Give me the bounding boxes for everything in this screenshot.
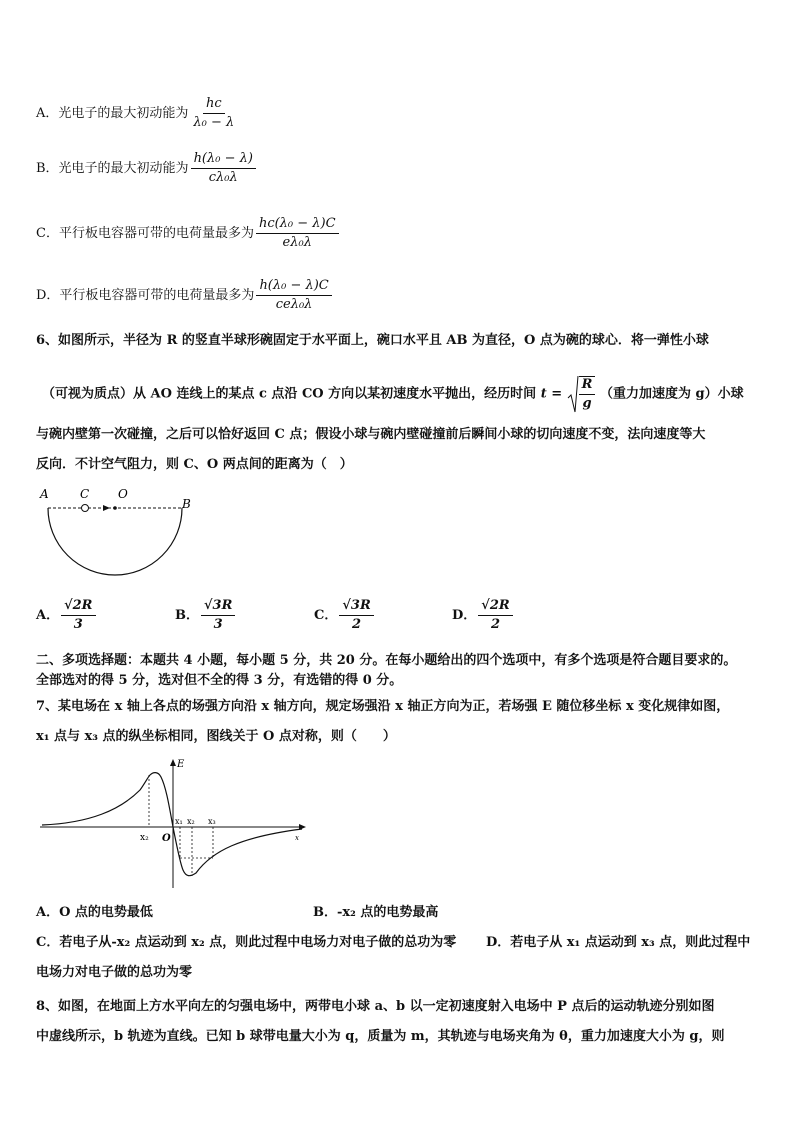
q6-text-line2: （可视为质点）从 AO 连线上的某点 c 点沿 CO 方向以某初速度水平抛出，经历时间 t = $\frac{R}{g}$ （重力加速度为 g）小球	[42, 374, 744, 414]
bowl-arc	[48, 508, 182, 575]
q5-option-d[interactable]	[36, 278, 332, 313]
q6-option-a[interactable]: A． $\frac{√2R}{3}$	[36, 598, 96, 633]
section2-heading-line2: 全部选对的得 5 分，选对但不全的得 3 分，有选错的得 0 分。	[36, 673, 403, 688]
q7-option-d[interactable]: D．若电子从 x₁ 点运动到 x₃ 点，则此过程中	[486, 935, 751, 950]
label-x2: x₂	[187, 817, 195, 826]
q8-text-line2: 中虚线所示，b 轨迹为直线。已知 b 球带电量大小为 q，质量为 m，其轨迹与电场夹角为 θ，重力加速度大小为 g，则	[36, 1029, 725, 1044]
q7-field-graph	[40, 755, 310, 890]
label-x1: x₁	[175, 817, 183, 826]
field-curve	[42, 773, 302, 876]
q5-option-a[interactable]	[36, 96, 237, 131]
q5-option-b-label: B．光电子的最大初动能为	[36, 161, 189, 176]
label-e: E	[177, 759, 185, 770]
q5-option-c-label: C．平行板电容器可带的电荷量最多为	[36, 226, 254, 241]
label-c: C	[80, 487, 90, 501]
q5-option-b[interactable]	[36, 151, 256, 186]
q6-sqrt: $\frac{R}{g}$	[567, 374, 596, 414]
q5-option-d-fraction: $\frac{\text{h(λ₀ − λ)C}}{\text{ceλ₀λ}}$	[256, 278, 331, 313]
q8-text-line1: 8、如图，在地面上方水平向左的匀强电场中，两带电小球 a、b 以一定初速度射入电场中 P 点后的运动轨迹分别如图	[36, 999, 715, 1014]
label-origin: O	[162, 833, 171, 844]
q6-option-b[interactable]: B． $\frac{√3R}{3}$	[175, 598, 235, 633]
q7-text-line1: 7、某电场在 x 轴上各点的场强方向沿 x 轴方向，规定场强沿 x 轴正方向为正，若场强 E 随位移坐标 x 变化规律如图，	[36, 699, 730, 714]
q6-option-d[interactable]: D． $\frac{√2R}{2}$	[452, 598, 513, 633]
arrow-icon	[103, 505, 110, 511]
q6-option-c[interactable]: C． $\frac{√3R}{2}$	[314, 598, 374, 633]
q7-option-c[interactable]: C．若电子从-x₂ 点运动到 x₂ 点，则此过程中电场力对电子做的总功为零	[36, 935, 457, 950]
q7-option-a[interactable]: A．O 点的电势最低	[36, 905, 153, 920]
q6-text-line4: 反向．不计空气阻力，则 C、O 两点间的距离为（ ）	[36, 457, 353, 472]
ball-icon	[82, 505, 89, 512]
q5-option-a-fraction: $\frac{hc}{\text{λ₀ − λ}}$	[193, 96, 235, 130]
label-a: A	[40, 487, 49, 501]
q5-option-c-fraction: $\frac{\text{hc(λ₀ − λ)C}}{\text{eλ₀λ}}$	[256, 216, 339, 251]
label-x: x	[295, 834, 299, 842]
center-dot	[113, 506, 117, 510]
q6-text-line1: 6、如图所示，半径为 R 的竖直半球形碗固定于水平面上，碗口水平且 AB 为直径，O 点为碗的球心．将一弹性小球	[36, 333, 709, 348]
radical-sign-icon	[567, 374, 579, 414]
q6-text-line3: 与碗内壁第一次碰撞，之后可以恰好返回 C 点；假设小球与碗内壁碰撞前后瞬间小球的切向速度不变，法向速度等大	[36, 427, 706, 442]
q5-option-a-label: A．光电子的最大初动能为	[36, 106, 189, 121]
q5-option-c[interactable]	[36, 216, 339, 251]
label-neg-x2: x₂	[140, 833, 149, 843]
label-x3: x₃	[208, 817, 216, 826]
q7-option-b[interactable]: B．-x₂ 点的电势最高	[313, 905, 439, 920]
label-o: O	[118, 487, 128, 501]
q6-time-var: t =	[540, 386, 563, 402]
q5-option-d-label: D．平行板电容器可带的电荷量最多为	[36, 288, 255, 303]
e-axis-arrow-icon	[170, 759, 176, 766]
q5-option-b-fraction: $\frac{\text{h(λ₀ − λ)}}{\text{cλ₀λ}}$	[191, 151, 256, 186]
q7-text-line2: x₁ 点与 x₃ 点的纵坐标相同，图线关于 O 点对称，则（ ）	[36, 729, 396, 744]
q7-option-d-cont: 电场力对电子做的总功为零	[36, 965, 193, 980]
section2-heading-line1: 二、多项选择题：本题共 4 小题，每小题 5 分，共 20 分。在每小题给出的四个选项中，有多个选项是符合题目要求的。	[36, 653, 737, 668]
q6-bowl-figure	[30, 484, 200, 594]
label-b: B	[182, 497, 191, 511]
